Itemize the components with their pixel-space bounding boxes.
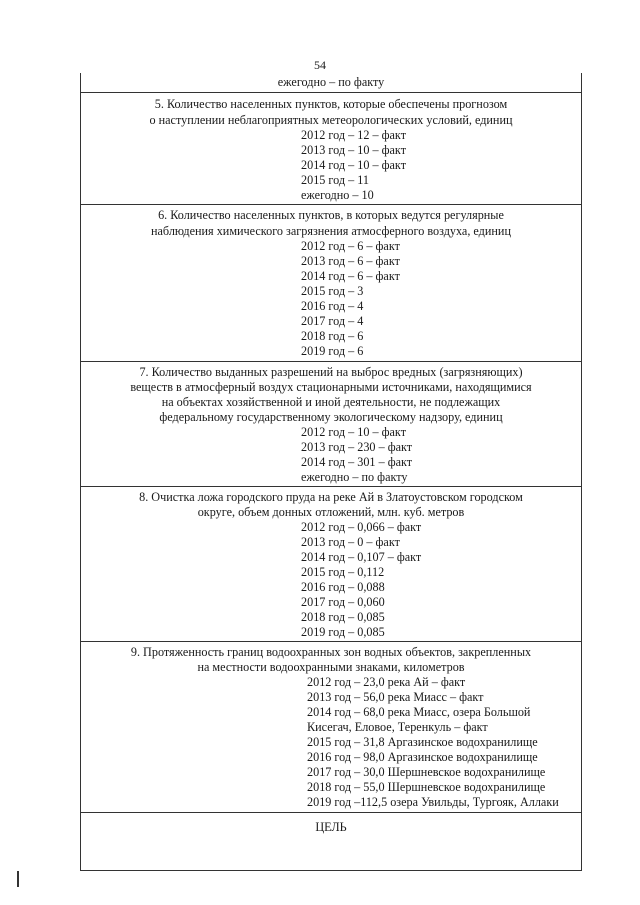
section-6-value: 2016 год – 4 (301, 299, 364, 313)
section-8-value: 2019 год – 0,085 (301, 625, 385, 639)
section-8-value: 2018 год – 0,085 (301, 610, 385, 624)
top-line: ежегодно – по факту (277, 75, 385, 89)
section-9-value: 2016 год – 98,0 Аргазинское водохранилище (307, 750, 538, 764)
row-divider (81, 641, 581, 642)
section-5-value: 2014 год – 10 – факт (301, 158, 407, 172)
section-8-value: 2015 год – 0,112 (301, 565, 385, 579)
row-divider (81, 812, 581, 813)
section-8-heading-line: 8. Очистка ложа городского пруда на реке Ай в Златоустовском городском (139, 490, 523, 504)
section-9-value: 2014 год – 68,0 река Миасс, озера Большой (307, 705, 531, 719)
section-6-value: 2013 год – 6 – факт (301, 254, 400, 268)
section-8-value: 2013 год – 0 – факт (301, 535, 400, 549)
section-6-value: 2015 год – 3 (301, 284, 364, 298)
section-5-value: 2013 год – 10 – факт (301, 143, 407, 157)
section-6-value: 2018 год – 6 (301, 329, 364, 343)
margin-mark (17, 871, 19, 887)
section-9-value: 2015 год – 31,8 Аргазинское водохранилище (307, 735, 538, 749)
row-divider (81, 204, 581, 205)
section-6-heading-line: наблюдения химического загрязнения атмосферного воздуха, единиц (151, 224, 511, 238)
section-8-value: 2014 год – 0,107 – факт (301, 550, 422, 564)
section-7-heading-line: 7. Количество выданных разрешений на выброс вредных (загрязняющих) (139, 365, 523, 379)
section-7-heading-line: веществ в атмосферный воздух стационарными источниками, находящимися (130, 380, 532, 394)
row-divider (81, 92, 581, 93)
section-8-value: 2017 год – 0,060 (301, 595, 385, 609)
section-5-value: 2015 год – 11 (301, 173, 369, 187)
section-9-value: 2019 год –112,5 озера Увильды, Тургояк, Аллаки (307, 795, 559, 809)
goal-label: ЦЕЛЬ (315, 820, 347, 834)
section-7-value: 2013 год – 230 – факт (301, 440, 413, 454)
section-6-value: 2017 год – 4 (301, 314, 364, 328)
row-divider (81, 361, 581, 362)
section-5-heading-line: 5. Количество населенных пунктов, которые обеспечены прогнозом (154, 97, 508, 111)
section-8-value: 2016 год – 0,088 (301, 580, 385, 594)
section-6-heading-line: 6. Количество населенных пунктов, в которых ведутся регулярные (158, 208, 504, 222)
section-7-heading-line: федеральному государственному экологическому надзору, единиц (159, 410, 503, 424)
section-9-value: 2013 год – 56,0 река Миасс – факт (307, 690, 484, 704)
section-6-value: 2019 год – 6 (301, 344, 364, 358)
section-7-value: 2014 год – 301 – факт (301, 455, 413, 469)
section-8-value: 2012 год – 0,066 – факт (301, 520, 422, 534)
page-number: 54 (314, 58, 326, 72)
section-8-heading-line: округе, объем донных отложений, млн. куб. метров (197, 505, 465, 519)
section-9-heading-line: на местности водоохранными знаками, километров (197, 660, 465, 674)
section-5-value: ежегодно – 10 (301, 188, 374, 202)
section-5-value: 2012 год – 12 – факт (301, 128, 407, 142)
section-6-value: 2012 год – 6 – факт (301, 239, 400, 253)
section-9-value: 2018 год – 55,0 Шершневское водохранилище (307, 780, 546, 794)
section-7-value: 2012 год – 10 – факт (301, 425, 407, 439)
row-divider (81, 486, 581, 487)
indicator-table (80, 73, 582, 871)
section-7-heading-line: на объектах хозяйственной и иной деятельности, не подлежащих (161, 395, 501, 409)
section-9-heading-line: 9. Протяженность границ водоохранных зон водных объектов, закрепленных (130, 645, 532, 659)
section-9-value: Кисегач, Еловое, Теренкуль – факт (307, 720, 488, 734)
section-9-value: 2012 год – 23,0 река Ай – факт (307, 675, 466, 689)
section-7-value: ежегодно – по факту (301, 470, 408, 484)
section-9-value: 2017 год – 30,0 Шершневское водохранилище (307, 765, 546, 779)
section-5-heading-line: о наступлении неблагоприятных метеорологических условий, единиц (149, 113, 513, 127)
section-6-value: 2014 год – 6 – факт (301, 269, 400, 283)
